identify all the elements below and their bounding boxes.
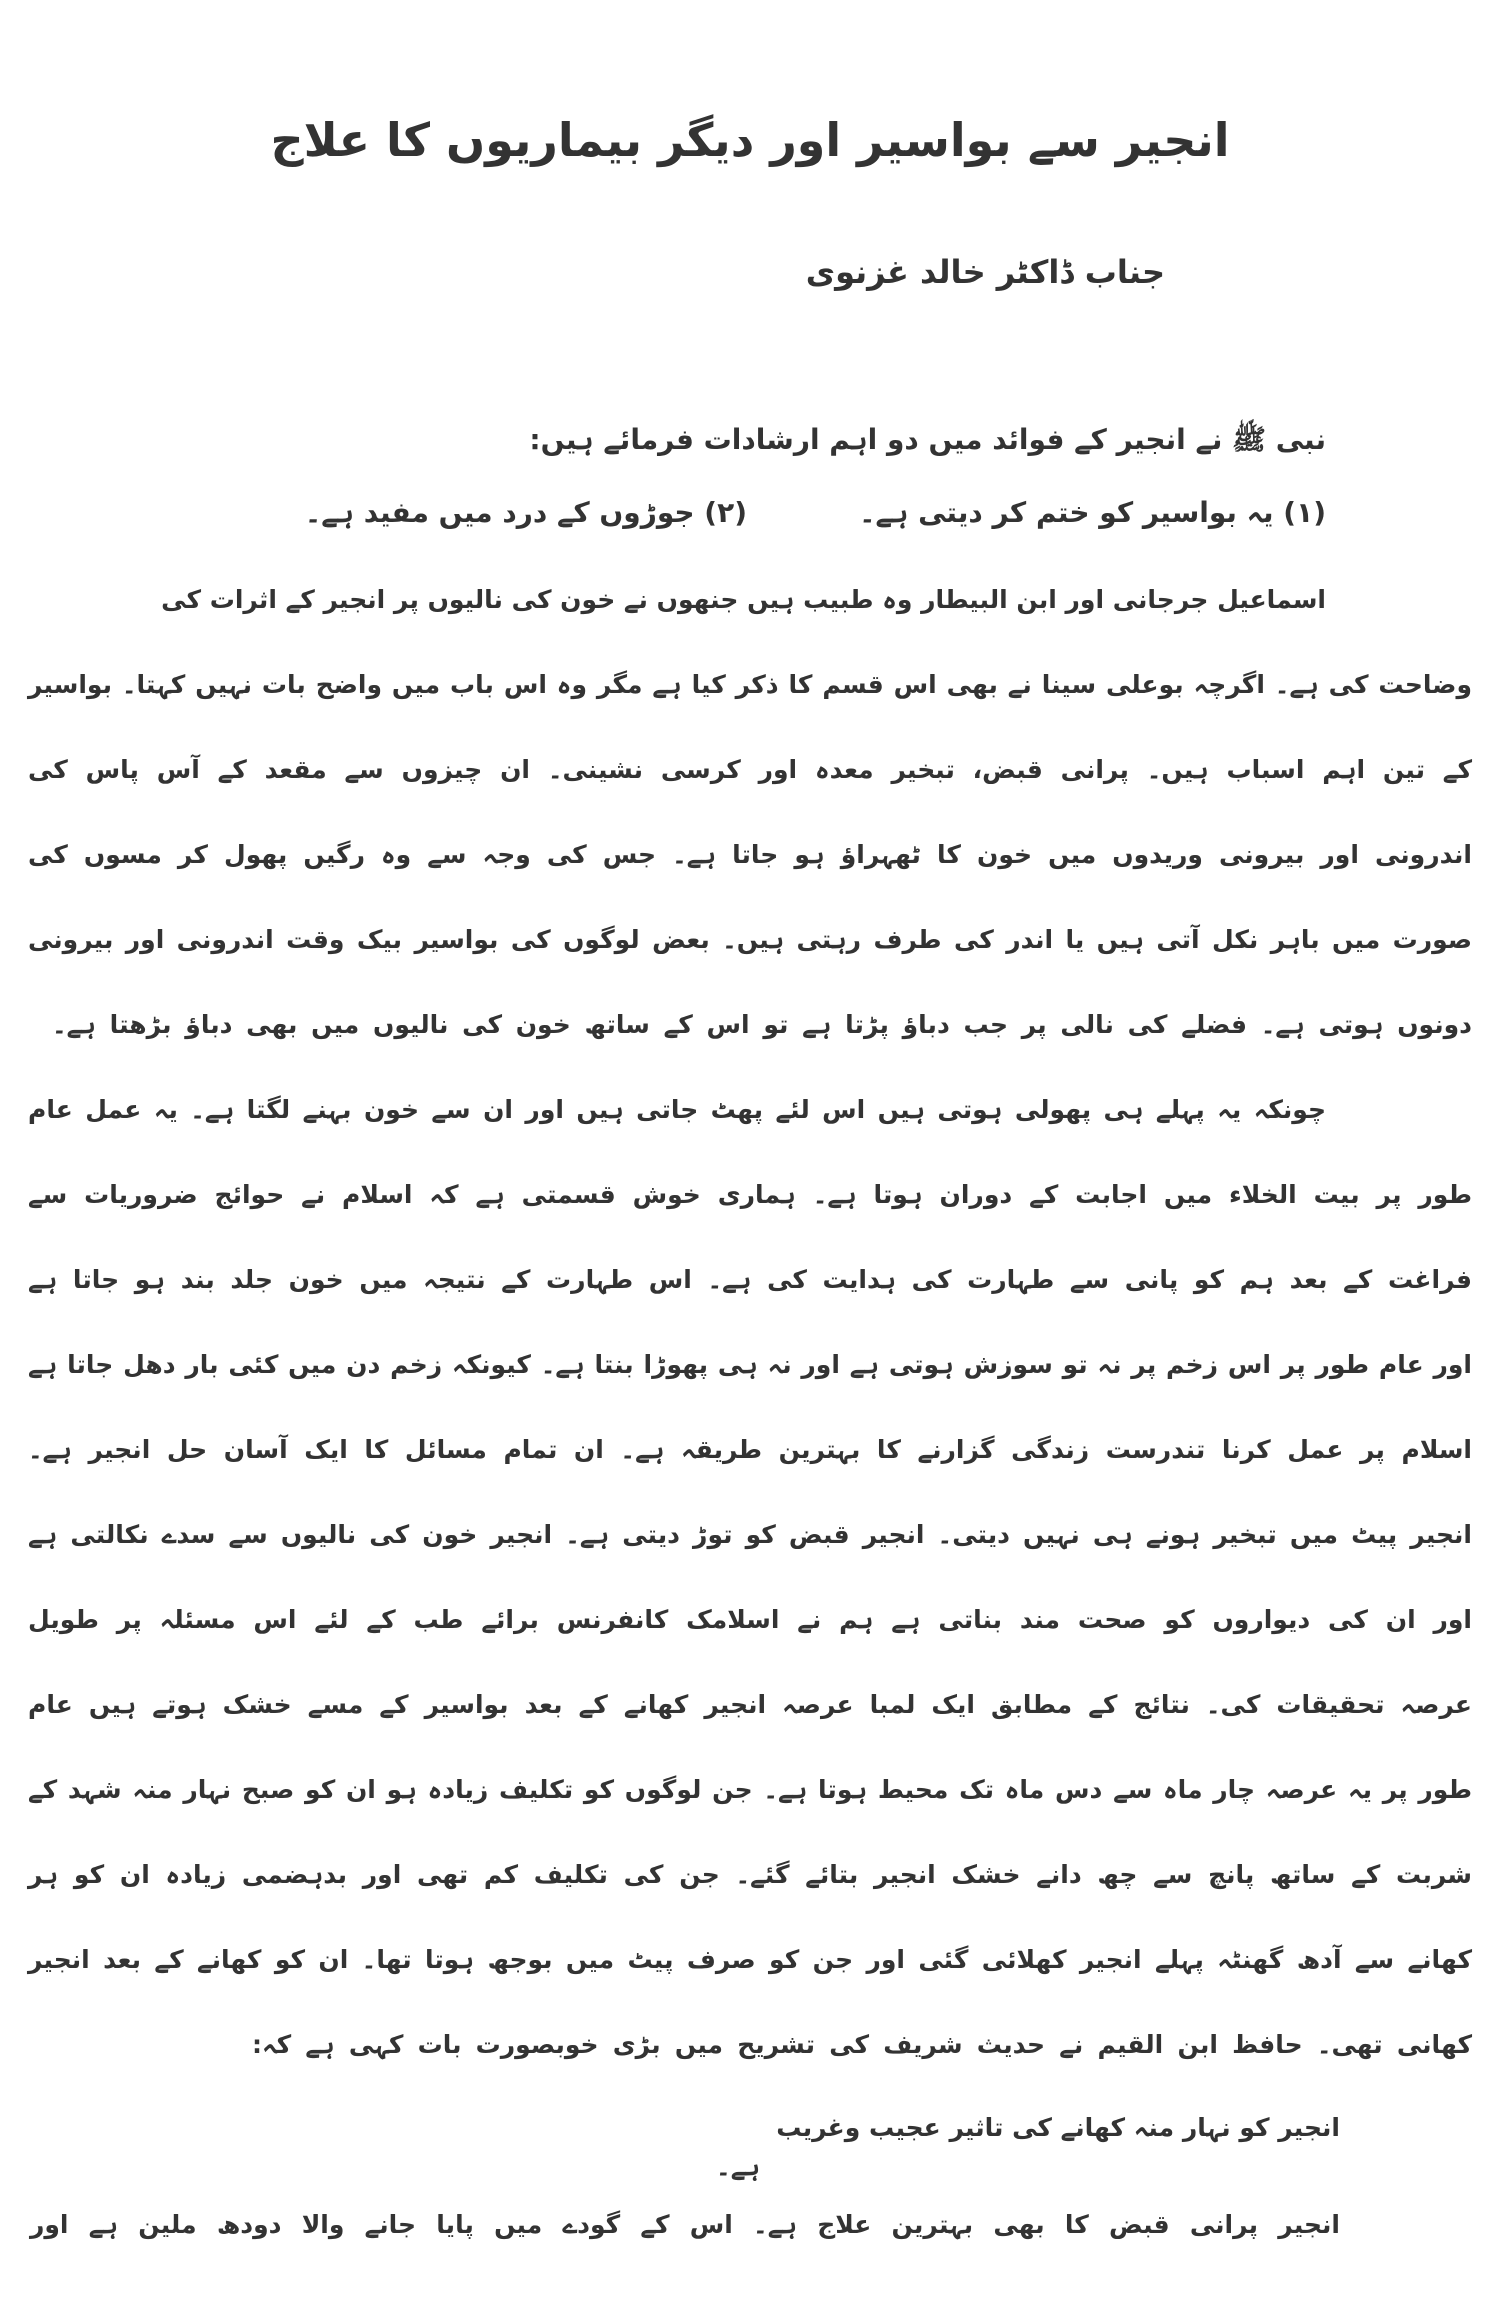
body-line: چونکہ یہ پہلے ہی پھولی ہوتی ہیں اس لئے پھٹ جاتی ہیں اور ان سے خون بہنے لگتا ہے۔ یہ عمل عام bbox=[28, 1095, 1326, 1124]
body-line: صورت میں باہر نکل آتی ہیں یا اندر کی طرف رہتی ہیں۔ بعض لوگوں کی بواسیر بیک وقت اندرونی اور بیرونی bbox=[28, 925, 1472, 954]
intro-line: نبی ﷺ نے انجیر کے فوائد میں دو اہم ارشادات فرمائے ہیں: bbox=[529, 423, 1326, 456]
body-line: اندرونی اور بیرونی وریدوں میں خون کا ٹھہراؤ ہو جاتا ہے۔ جس کی وجہ سے وہ رگیں پھول کر مسوں کی bbox=[28, 840, 1472, 869]
quote-line: ہے۔ bbox=[716, 2152, 760, 2181]
body-line: شربت کے ساتھ پانچ سے چھ دانے خشک انجیر بتائے گئے۔ جن کی تکلیف کم تھی اور بدہضمی زیادہ ان کو ہر bbox=[28, 1860, 1472, 1889]
body-line: کھانے سے آدھ گھنٹہ پہلے انجیر کھلائی گئی اور جن کو صرف پیٹ میں بوجھ ہوتا تھا۔ ان کو کھانے کے بعد انجیر bbox=[28, 1945, 1472, 1974]
body-line: وضاحت کی ہے۔ اگرچہ بوعلی سینا نے بھی اس قسم کا ذکر کیا ہے مگر وہ اس باب میں واضح بات نہیں کہتا۔ بواسیر bbox=[28, 670, 1472, 699]
list-item-2: (۲) جوڑوں کے درد میں مفید ہے۔ bbox=[304, 496, 747, 529]
body-line: عرصہ تحقیقات کی۔ نتائج کے مطابق ایک لمبا عرصہ انجیر کھانے کے بعد بواسیر کے مسے خشک ہوتے ہیں عام bbox=[28, 1690, 1472, 1719]
quote-line: انجیر کو نہار منہ کھانے کی تاثیر عجیب وغریب bbox=[776, 2113, 1340, 2142]
body-line: اور عام طور پر اس زخم پر نہ تو سوزش ہوتی ہے اور نہ ہی پھوڑا بنتا ہے۔ کیونکہ زخم دن میں کئی بار دھل جاتا ہے bbox=[28, 1350, 1472, 1379]
body-line: دونوں ہوتی ہے۔ فضلے کی نالی پر جب دباؤ پڑتا ہے تو اس کے ساتھ خون کی نالیوں میں بھی دباؤ بڑھتا ہے۔ bbox=[52, 1010, 1472, 1039]
list-item-1: (۱) یہ بواسیر کو ختم کر دیتی ہے۔ bbox=[859, 496, 1326, 529]
body-line: کھانی تھی۔ حافظ ابن القیم نے حدیث شریف کی تشریح میں بڑی خوبصورت بات کہی ہے کہ: bbox=[252, 2030, 1472, 2059]
body-line: کے تین اہم اسباب ہیں۔ پرانی قبض، تبخیر معدہ اور کرسی نشینی۔ ان چیزوں سے مقعد کے آس پاس کی bbox=[28, 755, 1472, 784]
article-author: جناب ڈاکٹر خالد غزنوی bbox=[805, 253, 1165, 291]
body-line: طور پر بیت الخلاء میں اجابت کے دوران ہوتا ہے۔ ہماری خوش قسمتی ہے کہ اسلام نے حوائج ضروریات سے bbox=[28, 1180, 1472, 1209]
article-title: انجیر سے بواسیر اور دیگر بیماریوں کا علاج bbox=[270, 113, 1230, 167]
body-line: فراغت کے بعد ہم کو پانی سے طہارت کی ہدایت کی ہے۔ اس طہارت کے نتیجہ میں خون جلد بند ہو جاتا ہے bbox=[28, 1265, 1472, 1294]
body-line: اسماعیل جرجانی اور ابن البیطار وہ طبیب ہیں جنھوں نے خون کی نالیوں پر انجیر کے اثرات کی bbox=[161, 585, 1326, 614]
body-line: انجیر پیٹ میں تبخیر ہونے ہی نہیں دیتی۔ انجیر قبض کو توڑ دیتی ہے۔ انجیر خون کی نالیوں سے سدے نکالتی ہے bbox=[28, 1520, 1472, 1549]
body-line: اور ان کی دیواروں کو صحت مند بناتی ہے ہم نے اسلامک کانفرنس برائے طب کے لئے اس مسئلہ پر طویل bbox=[28, 1605, 1472, 1634]
body-line: طور پر یہ عرصہ چار ماہ سے دس ماہ تک محیط ہوتا ہے۔ جن لوگوں کو تکلیف زیادہ ہو ان کو صبح نہار منہ شہد کے bbox=[28, 1775, 1472, 1804]
body-line: اسلام پر عمل کرنا تندرست زندگی گزارنے کا بہترین طریقہ ہے۔ ان تمام مسائل کا ایک آسان حل انجیر ہے۔ bbox=[28, 1435, 1472, 1464]
body-line: انجیر پرانی قبض کا بھی بہترین علاج ہے۔ اس کے گودے میں پایا جانے والا دودھ ملین ہے اور bbox=[30, 2210, 1340, 2239]
